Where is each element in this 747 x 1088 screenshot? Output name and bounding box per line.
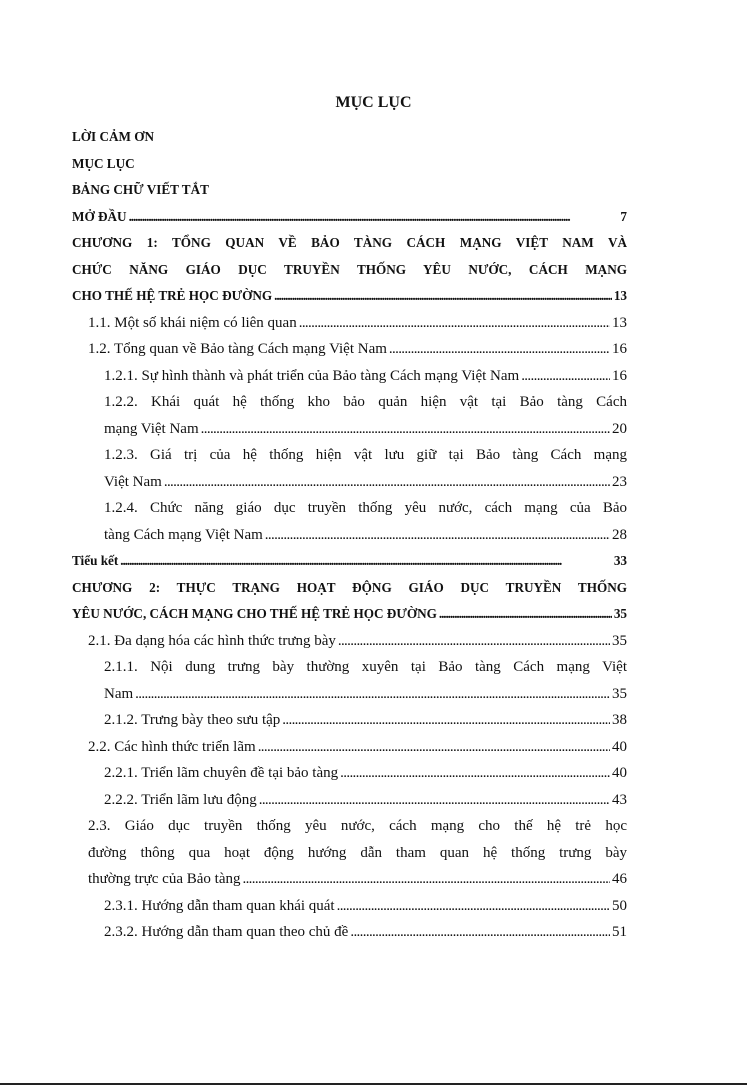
toc-page-number: 33	[613, 553, 627, 568]
table-of-contents	[72, 124, 627, 946]
toc-entry	[72, 813, 627, 893]
toc-page-number: 50	[612, 897, 627, 914]
toc-entry-label: mạng Việt Nam	[104, 420, 199, 437]
dot-leader	[350, 919, 610, 946]
toc-page-number: 40	[612, 765, 627, 781]
toc-entry-label: 2.1.2. Trưng bày theo sưu tập	[104, 712, 281, 728]
toc-entry	[72, 628, 627, 655]
toc-entry-label: Việt Nam	[104, 473, 162, 490]
dot-leader	[337, 893, 610, 920]
dot-leader	[265, 522, 610, 549]
toc-page-number: 20	[612, 420, 627, 437]
dot-leader	[135, 681, 610, 708]
dot-leader	[164, 469, 610, 496]
toc-page-number: 28	[612, 526, 627, 543]
toc-entry	[72, 151, 627, 178]
toc-entry-label: tàng Cách mạng Việt Nam	[104, 526, 263, 543]
toc-entry-label: Nam	[104, 685, 134, 702]
toc-page-number: 40	[612, 738, 627, 755]
toc-entry	[72, 760, 627, 787]
toc-page-number: 51	[612, 924, 627, 940]
dot-leader	[521, 363, 610, 390]
toc-page-number: 35	[613, 606, 627, 621]
page-title: MỤC LỤC	[335, 94, 412, 111]
toc-entry-label: BẢNG CHỮ VIẾT TẮT	[72, 182, 209, 197]
toc-entry-label: MỤC LỤC	[72, 155, 135, 171]
dot-leader	[201, 416, 610, 443]
toc-entry	[72, 734, 627, 761]
dot-leader	[242, 866, 610, 893]
toc-entry-label: 2.1. Đa dạng hóa các hình thức trưng bày	[88, 632, 336, 649]
toc-page-number: 13	[613, 288, 627, 303]
toc-page-number: 7	[620, 208, 627, 224]
dot-leader	[340, 760, 610, 787]
toc-page-number: 46	[612, 871, 627, 887]
toc-entry-label: 2.3.1. Hướng dẫn tham quan khái quát	[104, 897, 335, 914]
toc-page-number: 43	[612, 791, 627, 808]
toc-entry	[72, 893, 627, 920]
dot-leader	[439, 601, 612, 628]
toc-page-number: 35	[612, 632, 627, 649]
toc-page-number: 38	[612, 712, 627, 728]
toc-entry	[72, 230, 627, 310]
toc-entry-line: đường thông qua hoạt động hướng dẫn tham quan hệ thống trưng bày	[88, 844, 627, 861]
toc-entry-line: 1.2.3. Giá trị của hệ thống hiện vật lưu giữ tại Bảo tàng Cách mạng	[104, 447, 627, 463]
toc-entry-line: CHƯƠNG 1: TỔNG QUAN VỀ BẢO TÀNG CÁCH MẠNG VIỆT NAM VÀ	[72, 235, 627, 250]
toc-entry-line: 2.1.1. Nội dung trưng bày thường xuyên tại Bảo tàng Cách mạng Việt	[104, 659, 627, 675]
toc-page-number: 23	[612, 473, 627, 490]
toc-entry-label: YÊU NƯỚC, CÁCH MẠNG CHO THẾ HỆ TRẺ HỌC ĐƯỜNG	[72, 606, 437, 621]
toc-entry	[72, 442, 627, 495]
toc-entry	[72, 575, 627, 628]
toc-entry-line: CHƯƠNG 2: THỰC TRẠNG HOẠT ĐỘNG GIÁO DỤC TRUYỀN THỐNG	[72, 579, 627, 595]
toc-entry-label: Tiểu kết	[72, 553, 119, 568]
dot-leader	[120, 548, 612, 575]
toc-entry-line: 2.3. Giáo dục truyền thống yêu nước, cách mạng cho thế hệ trẻ học	[88, 818, 627, 834]
toc-entry-label: LỜI CẢM ƠN	[72, 129, 155, 144]
dot-leader	[389, 336, 610, 363]
toc-entry-label: 1.2.1. Sự hình thành và phát triển của Bảo tàng Cách mạng Việt Nam	[104, 367, 520, 384]
toc-entry	[72, 389, 627, 442]
toc-entry	[72, 124, 627, 151]
bottom-rule	[0, 1083, 747, 1085]
dot-leader	[338, 628, 610, 655]
toc-page-number: 16	[612, 341, 627, 357]
toc-entry-label: 1.2. Tổng quan về Bảo tàng Cách mạng Việt Nam	[88, 341, 387, 357]
toc-entry-line: 1.2.2. Khái quát hệ thống kho bảo quản hiện vật tại Bảo tàng Cách	[104, 394, 627, 410]
dot-leader	[129, 204, 619, 231]
toc-page-number: 35	[612, 685, 627, 702]
toc-page-number: 16	[612, 367, 627, 384]
toc-entry	[72, 495, 627, 548]
toc-entry	[72, 707, 627, 734]
toc-entry-label: 1.1. Một số khái niệm có liên quan	[88, 314, 297, 331]
dot-leader	[274, 283, 612, 310]
toc-entry	[72, 336, 627, 363]
dot-leader	[258, 734, 610, 761]
toc-entry	[72, 310, 627, 337]
toc-entry-label: MỞ ĐẦU	[72, 208, 127, 224]
toc-entry-line: CHỨC NĂNG GIÁO DỤC TRUYỀN THỐNG YÊU NƯỚC, CÁCH MẠNG	[72, 261, 627, 277]
toc-entry	[72, 548, 627, 575]
toc-entry	[72, 177, 627, 204]
toc-entry-label: CHO THẾ HỆ TRẺ HỌC ĐƯỜNG	[72, 288, 273, 303]
dot-leader	[282, 707, 610, 734]
toc-entry	[72, 363, 627, 390]
toc-entry	[72, 787, 627, 814]
toc-entry	[72, 204, 627, 231]
dot-leader	[259, 787, 610, 814]
toc-entry-label: 2.2. Các hình thức triển lãm	[88, 738, 256, 755]
toc-entry	[72, 919, 627, 946]
toc-entry-line: 1.2.4. Chức năng giáo dục truyền thống yêu nước, cách mạng của Bảo	[104, 500, 627, 516]
toc-page-number: 13	[612, 314, 627, 331]
toc-entry-label: thường trực của Bảo tàng	[88, 871, 241, 887]
dot-leader	[299, 310, 610, 337]
toc-entry-label: 2.2.1. Triển lãm chuyên đề tại bảo tàng	[104, 765, 339, 781]
toc-entry	[72, 654, 627, 707]
toc-entry-label: 2.3.2. Hướng dẫn tham quan theo chủ đề	[104, 924, 349, 940]
toc-entry-label: 2.2.2. Triển lãm lưu động	[104, 791, 257, 808]
